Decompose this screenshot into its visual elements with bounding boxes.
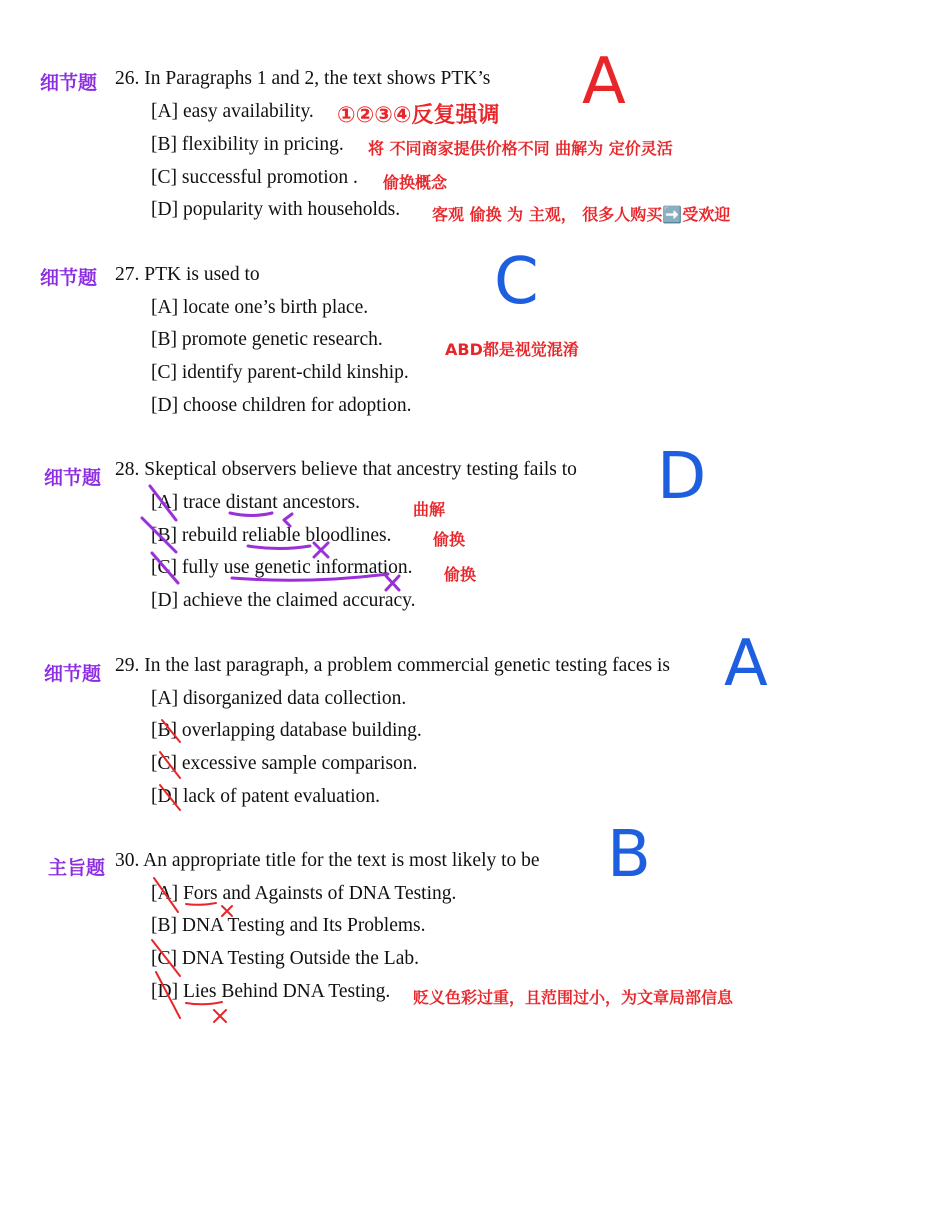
option-a: [A] disorganized data collection. — [151, 688, 407, 709]
annotation-note: 客观 偷换 为 主观， 很多人购买➡️受欢迎 — [432, 205, 731, 224]
option-c: [C] identify parent-child kinship. — [151, 362, 409, 383]
annotation-note: 贬义色彩过重，且范围过小，为文章局部信息 — [413, 988, 734, 1007]
handwritten-answer: D — [657, 440, 707, 514]
annotation-note: ①②③④反复强调 — [337, 103, 500, 128]
option-a: [A] locate one’s birth place. — [151, 297, 369, 318]
option-b: [B] rebuild reliable bloodlines. — [151, 525, 392, 546]
option-d: [D] Lies Behind DNA Testing. — [151, 981, 391, 1002]
option-d: [D] popularity with households. — [151, 199, 401, 220]
option-c: [C] successful promotion . — [151, 167, 358, 188]
option-c: [C] excessive sample comparison. — [151, 753, 418, 774]
annotation-note: 偷换 — [444, 565, 477, 584]
handwritten-answer: A — [582, 45, 626, 119]
annotation-note: 偷换概念 — [383, 173, 448, 192]
option-b: [B] overlapping database building. — [151, 720, 422, 741]
annotation-note: 偷换 — [433, 530, 466, 549]
option-a: [A] Fors and Againsts of DNA Testing. — [151, 883, 457, 904]
option-c: [C] DNA Testing Outside the Lab. — [151, 948, 419, 969]
question-type-tag: 主旨题 — [48, 857, 106, 879]
option-b: [B] DNA Testing and Its Problems. — [151, 915, 426, 936]
annotation-note: ABD都是视觉混淆 — [445, 340, 579, 359]
question-stem: 28. Skeptical observers believe that ancestry testing fails to — [115, 459, 577, 480]
option-d: [D] lack of patent evaluation. — [151, 786, 381, 807]
option-b: [B] promote genetic research. — [151, 329, 383, 350]
option-d: [D] choose children for adoption. — [151, 395, 412, 416]
question-type-tag: 细节题 — [44, 663, 102, 685]
option-b: [B] flexibility in pricing. — [151, 134, 344, 155]
question-type-tag: 细节题 — [40, 267, 98, 289]
option-c: [C] fully use genetic information. — [151, 557, 413, 578]
question-type-tag: 细节题 — [44, 467, 102, 489]
option-d: [D] achieve the claimed accuracy. — [151, 590, 416, 611]
question-type-tag: 细节题 — [40, 72, 98, 94]
handwritten-answer: C — [494, 245, 539, 319]
question-stem: 26. In Paragraphs 1 and 2, the text shows PTK’s — [115, 68, 491, 89]
handwritten-answer: A — [724, 627, 768, 701]
handwritten-answer: B — [607, 818, 651, 892]
cross-mark — [214, 1010, 226, 1022]
question-stem: 27. PTK is used to — [115, 264, 260, 285]
annotation-note: 曲解 — [413, 500, 446, 519]
option-a: [A] easy availability. — [151, 101, 314, 122]
question-stem: 30. An appropriate title for the text is most likely to be — [115, 850, 540, 871]
option-a: [A] trace distant ancestors. — [151, 492, 360, 513]
annotation-note: 将 不同商家提供价格不同 曲解为 定价灵活 — [368, 139, 673, 158]
question-stem: 29. In the last paragraph, a problem commercial genetic testing faces is — [115, 655, 670, 676]
